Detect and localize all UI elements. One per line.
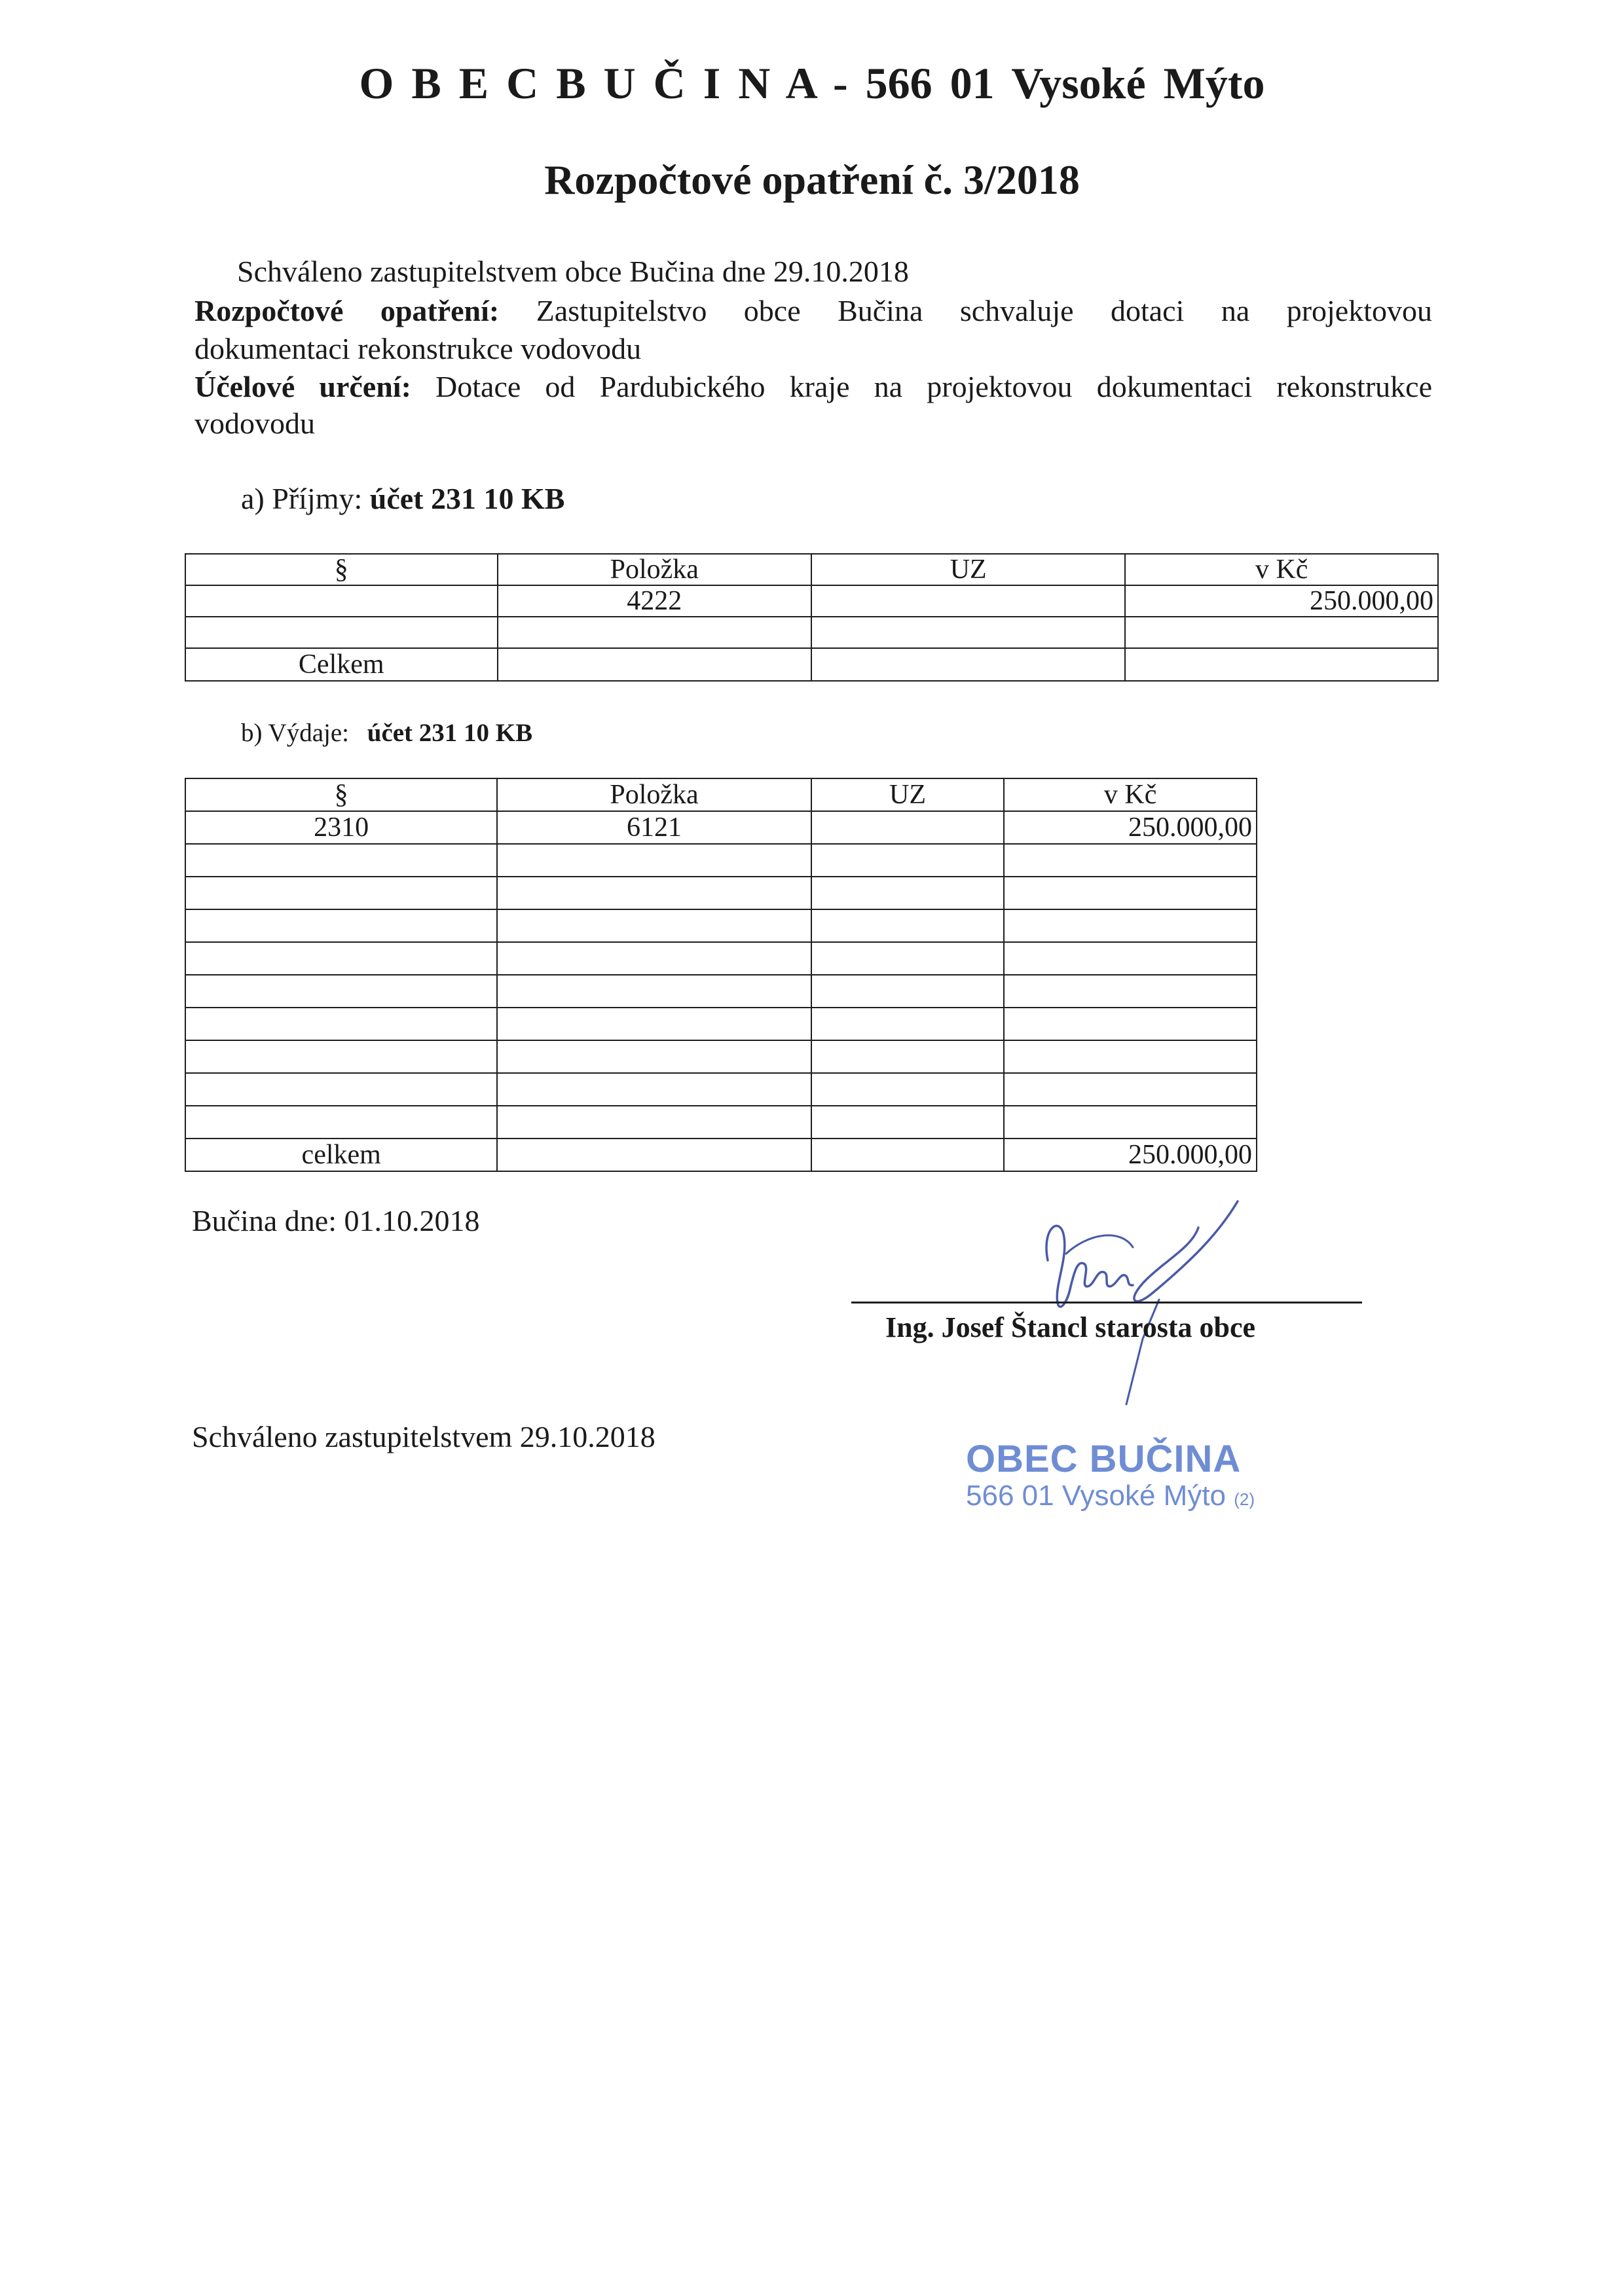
col-header-uz: UZ bbox=[811, 554, 1125, 585]
cell-item bbox=[497, 844, 811, 877]
cell-uz bbox=[811, 1073, 1005, 1106]
table-row bbox=[185, 877, 1257, 909]
cell-uz bbox=[811, 975, 1005, 1008]
income-account: účet 231 10 KB bbox=[369, 482, 565, 515]
cell-item bbox=[497, 1040, 811, 1073]
cell-paragraph bbox=[185, 877, 497, 909]
cell-amount bbox=[1004, 975, 1257, 1008]
table-row bbox=[185, 585, 1438, 617]
purpose-text-cont: vodovodu bbox=[194, 407, 315, 440]
income-heading-prefix: a) Příjmy: bbox=[241, 482, 363, 515]
expenses-table bbox=[185, 778, 1257, 1172]
cell-uz bbox=[811, 844, 1005, 877]
table-header-row bbox=[185, 554, 1438, 585]
cell-amount bbox=[1004, 1040, 1257, 1073]
expenses-heading-prefix: b) Výdaje: bbox=[241, 719, 349, 747]
cell-paragraph bbox=[185, 585, 498, 617]
cell-amount: 250.000,00 bbox=[1125, 585, 1438, 617]
cell-total-label: celkem bbox=[185, 1139, 497, 1171]
signature-line bbox=[851, 1302, 1362, 1303]
cell-uz bbox=[811, 942, 1005, 975]
purpose-text: Dotace od Pardubického kraje na projektovou dokumentaci rekonstrukce bbox=[435, 370, 1432, 403]
cell-item bbox=[497, 1106, 811, 1139]
cell-amount bbox=[1004, 909, 1257, 942]
cell-uz bbox=[811, 648, 1125, 681]
cell-paragraph bbox=[185, 617, 498, 648]
cell-item bbox=[497, 1008, 811, 1040]
cell-paragraph bbox=[185, 1073, 497, 1106]
stamp-number: (2) bbox=[1234, 1489, 1255, 1509]
table-row bbox=[185, 942, 1257, 975]
cell-paragraph bbox=[185, 844, 497, 877]
cell-total-label: Celkem bbox=[185, 648, 498, 681]
municipality-title: O B E C B U Č I N A - 566 01 Vysoké Mýto bbox=[359, 58, 1265, 108]
handwritten-signature bbox=[1022, 1188, 1270, 1411]
cell-uz bbox=[811, 585, 1125, 617]
date-line: Bučina dne: 01.10.2018 bbox=[192, 1204, 480, 1237]
table-row bbox=[185, 811, 1257, 844]
cell-item bbox=[497, 942, 811, 975]
cell-paragraph bbox=[185, 942, 497, 975]
cell-amount bbox=[1004, 1073, 1257, 1106]
cell-uz bbox=[811, 1040, 1005, 1073]
col-header-item: Položka bbox=[497, 778, 811, 811]
cell-amount bbox=[1004, 844, 1257, 877]
final-approval-line: Schváleno zastupitelstvem 29.10.2018 bbox=[192, 1420, 655, 1453]
measure-label: Rozpočtové opatření: bbox=[194, 294, 500, 327]
cell-amount bbox=[1125, 648, 1438, 681]
cell-uz bbox=[811, 1139, 1005, 1171]
stamp-line-1: OBEC BUČINA bbox=[966, 1438, 1242, 1480]
cell-item bbox=[497, 877, 811, 909]
cell-item bbox=[497, 1139, 811, 1171]
cell-paragraph bbox=[185, 1008, 497, 1040]
document-title: Rozpočtové opatření č. 3/2018 bbox=[544, 156, 1080, 203]
table-row bbox=[185, 617, 1438, 648]
col-header-amount: v Kč bbox=[1125, 554, 1438, 585]
cell-uz bbox=[811, 617, 1125, 648]
stamp-line-2 bbox=[966, 1480, 1255, 1512]
cell-paragraph bbox=[185, 1040, 497, 1073]
table-total-row bbox=[185, 648, 1438, 681]
purpose-label: Účelové určení: bbox=[194, 370, 411, 403]
income-table bbox=[185, 553, 1439, 682]
cell-amount bbox=[1004, 942, 1257, 975]
cell-paragraph bbox=[185, 1106, 497, 1139]
table-row bbox=[185, 1040, 1257, 1073]
municipal-stamp bbox=[966, 1437, 1255, 1512]
cell-item bbox=[497, 1073, 811, 1106]
table-total-row bbox=[185, 1139, 1257, 1171]
cell-paragraph: 2310 bbox=[185, 811, 497, 844]
col-header-item: Položka bbox=[498, 554, 812, 585]
cell-paragraph bbox=[185, 909, 497, 942]
measure-line bbox=[194, 293, 1432, 328]
table-row bbox=[185, 1106, 1257, 1139]
cell-uz bbox=[811, 811, 1005, 844]
cell-uz bbox=[811, 877, 1005, 909]
approval-line: Schváleno zastupitelstvem obce Bučina dne 29.10.2018 bbox=[237, 255, 909, 288]
table-row bbox=[185, 975, 1257, 1008]
cell-amount bbox=[1004, 877, 1257, 909]
col-header-paragraph: § bbox=[185, 778, 497, 811]
col-header-paragraph: § bbox=[185, 554, 498, 585]
cell-amount bbox=[1125, 617, 1438, 648]
cell-item bbox=[497, 909, 811, 942]
income-heading bbox=[241, 481, 564, 516]
table-row bbox=[185, 1073, 1257, 1106]
measure-text: Zastupitelstvo obce Bučina schvaluje dotaci na projektovou bbox=[536, 294, 1432, 327]
cell-uz bbox=[811, 1008, 1005, 1040]
signatory-name: Ing. Josef Štancl starosta obce bbox=[885, 1311, 1256, 1343]
table-row bbox=[185, 844, 1257, 877]
measure-text-cont: dokumentaci rekonstrukce vodovodu bbox=[194, 332, 642, 365]
table-row bbox=[185, 1008, 1257, 1040]
purpose-line bbox=[194, 369, 1432, 404]
cell-uz bbox=[811, 1106, 1005, 1139]
table-row bbox=[185, 909, 1257, 942]
cell-amount: 250.000,00 bbox=[1004, 811, 1257, 844]
cell-item bbox=[498, 648, 812, 681]
cell-uz bbox=[811, 909, 1005, 942]
table-header-row bbox=[185, 778, 1257, 811]
cell-paragraph bbox=[185, 975, 497, 1008]
cell-amount bbox=[1004, 1008, 1257, 1040]
cell-item bbox=[498, 617, 812, 648]
stamp-address: 566 01 Vysoké Mýto bbox=[966, 1480, 1227, 1512]
expenses-heading bbox=[241, 718, 532, 748]
cell-total-amount: 250.000,00 bbox=[1004, 1139, 1257, 1171]
col-header-amount: v Kč bbox=[1004, 778, 1257, 811]
cell-item: 6121 bbox=[497, 811, 811, 844]
expenses-account: účet 231 10 KB bbox=[367, 719, 533, 747]
cell-amount bbox=[1004, 1106, 1257, 1139]
col-header-uz: UZ bbox=[811, 778, 1005, 811]
cell-item bbox=[497, 975, 811, 1008]
cell-item: 4222 bbox=[498, 585, 812, 617]
